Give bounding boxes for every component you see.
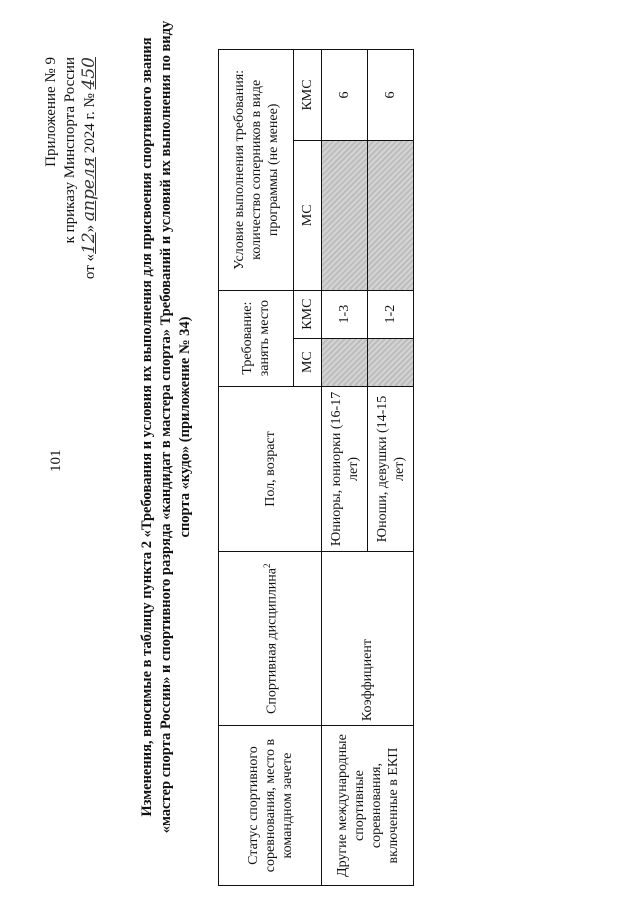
appendix-block [42, 57, 100, 357]
date-day: 12 [79, 232, 99, 254]
header-count-kms: КМС [294, 50, 322, 141]
row-gender-age: Юноши, девушки (14-15 лет) [368, 386, 414, 552]
header-condition: Условие выполнения требования: количество соперников в виде программы (не менее) [219, 50, 294, 291]
header-status: Статус спортивного соревнования, место в командном зачете [219, 726, 322, 886]
shaded-cell [322, 140, 368, 290]
requirements-table [218, 49, 414, 886]
shaded-cell [368, 140, 414, 290]
shaded-cell [368, 338, 414, 386]
header-place-kms: КМС [294, 290, 322, 338]
date-mid: » [82, 224, 98, 233]
appendix-title: Приложение № 9 [43, 57, 59, 167]
row-place-kms: 1-3 [322, 290, 368, 338]
order-number: 450 [79, 57, 99, 90]
header-gender-age: Пол, возраст [219, 386, 322, 552]
row-gender-age: Юниоры, юниорки (16-17 лет) [322, 386, 368, 552]
header-place-ms: МС [294, 338, 322, 386]
date-prefix: от « [82, 253, 98, 280]
footnote-marker: 2 [262, 563, 273, 568]
header-discipline [219, 552, 322, 726]
row-count-kms: 6 [368, 50, 414, 141]
row-count-kms: 6 [322, 50, 368, 141]
header-discipline-text: Спортивная дисциплина [264, 567, 280, 714]
appendix-date-line [80, 57, 100, 357]
row-place-kms: 1-2 [368, 290, 414, 338]
date-year: 2024 г. № [82, 93, 98, 154]
date-month: апреля [79, 156, 99, 222]
status-value: Другие международные спортивные соревнования, включенные в ЕКП [322, 726, 414, 886]
page-number: 101 [48, 449, 64, 472]
discipline-value: Коэффициент [322, 552, 414, 726]
document-heading: Изменения, вносимые в таблицу пункта 2 «Требования и условия их выполнения для присвоения спортивного звания «мастер спорта России» и спортивного разряда «кандидат в мастера спорта» Требований и условий их выполнения по виду спорта «кудо» (приложение № 34) [139, 20, 193, 834]
appendix-order-ref: к приказу Минспорта России [62, 57, 78, 244]
shaded-cell [322, 338, 368, 386]
header-requirement: Требование: занять место [219, 290, 294, 386]
header-count-ms: МС [294, 140, 322, 290]
table-row [322, 50, 368, 886]
